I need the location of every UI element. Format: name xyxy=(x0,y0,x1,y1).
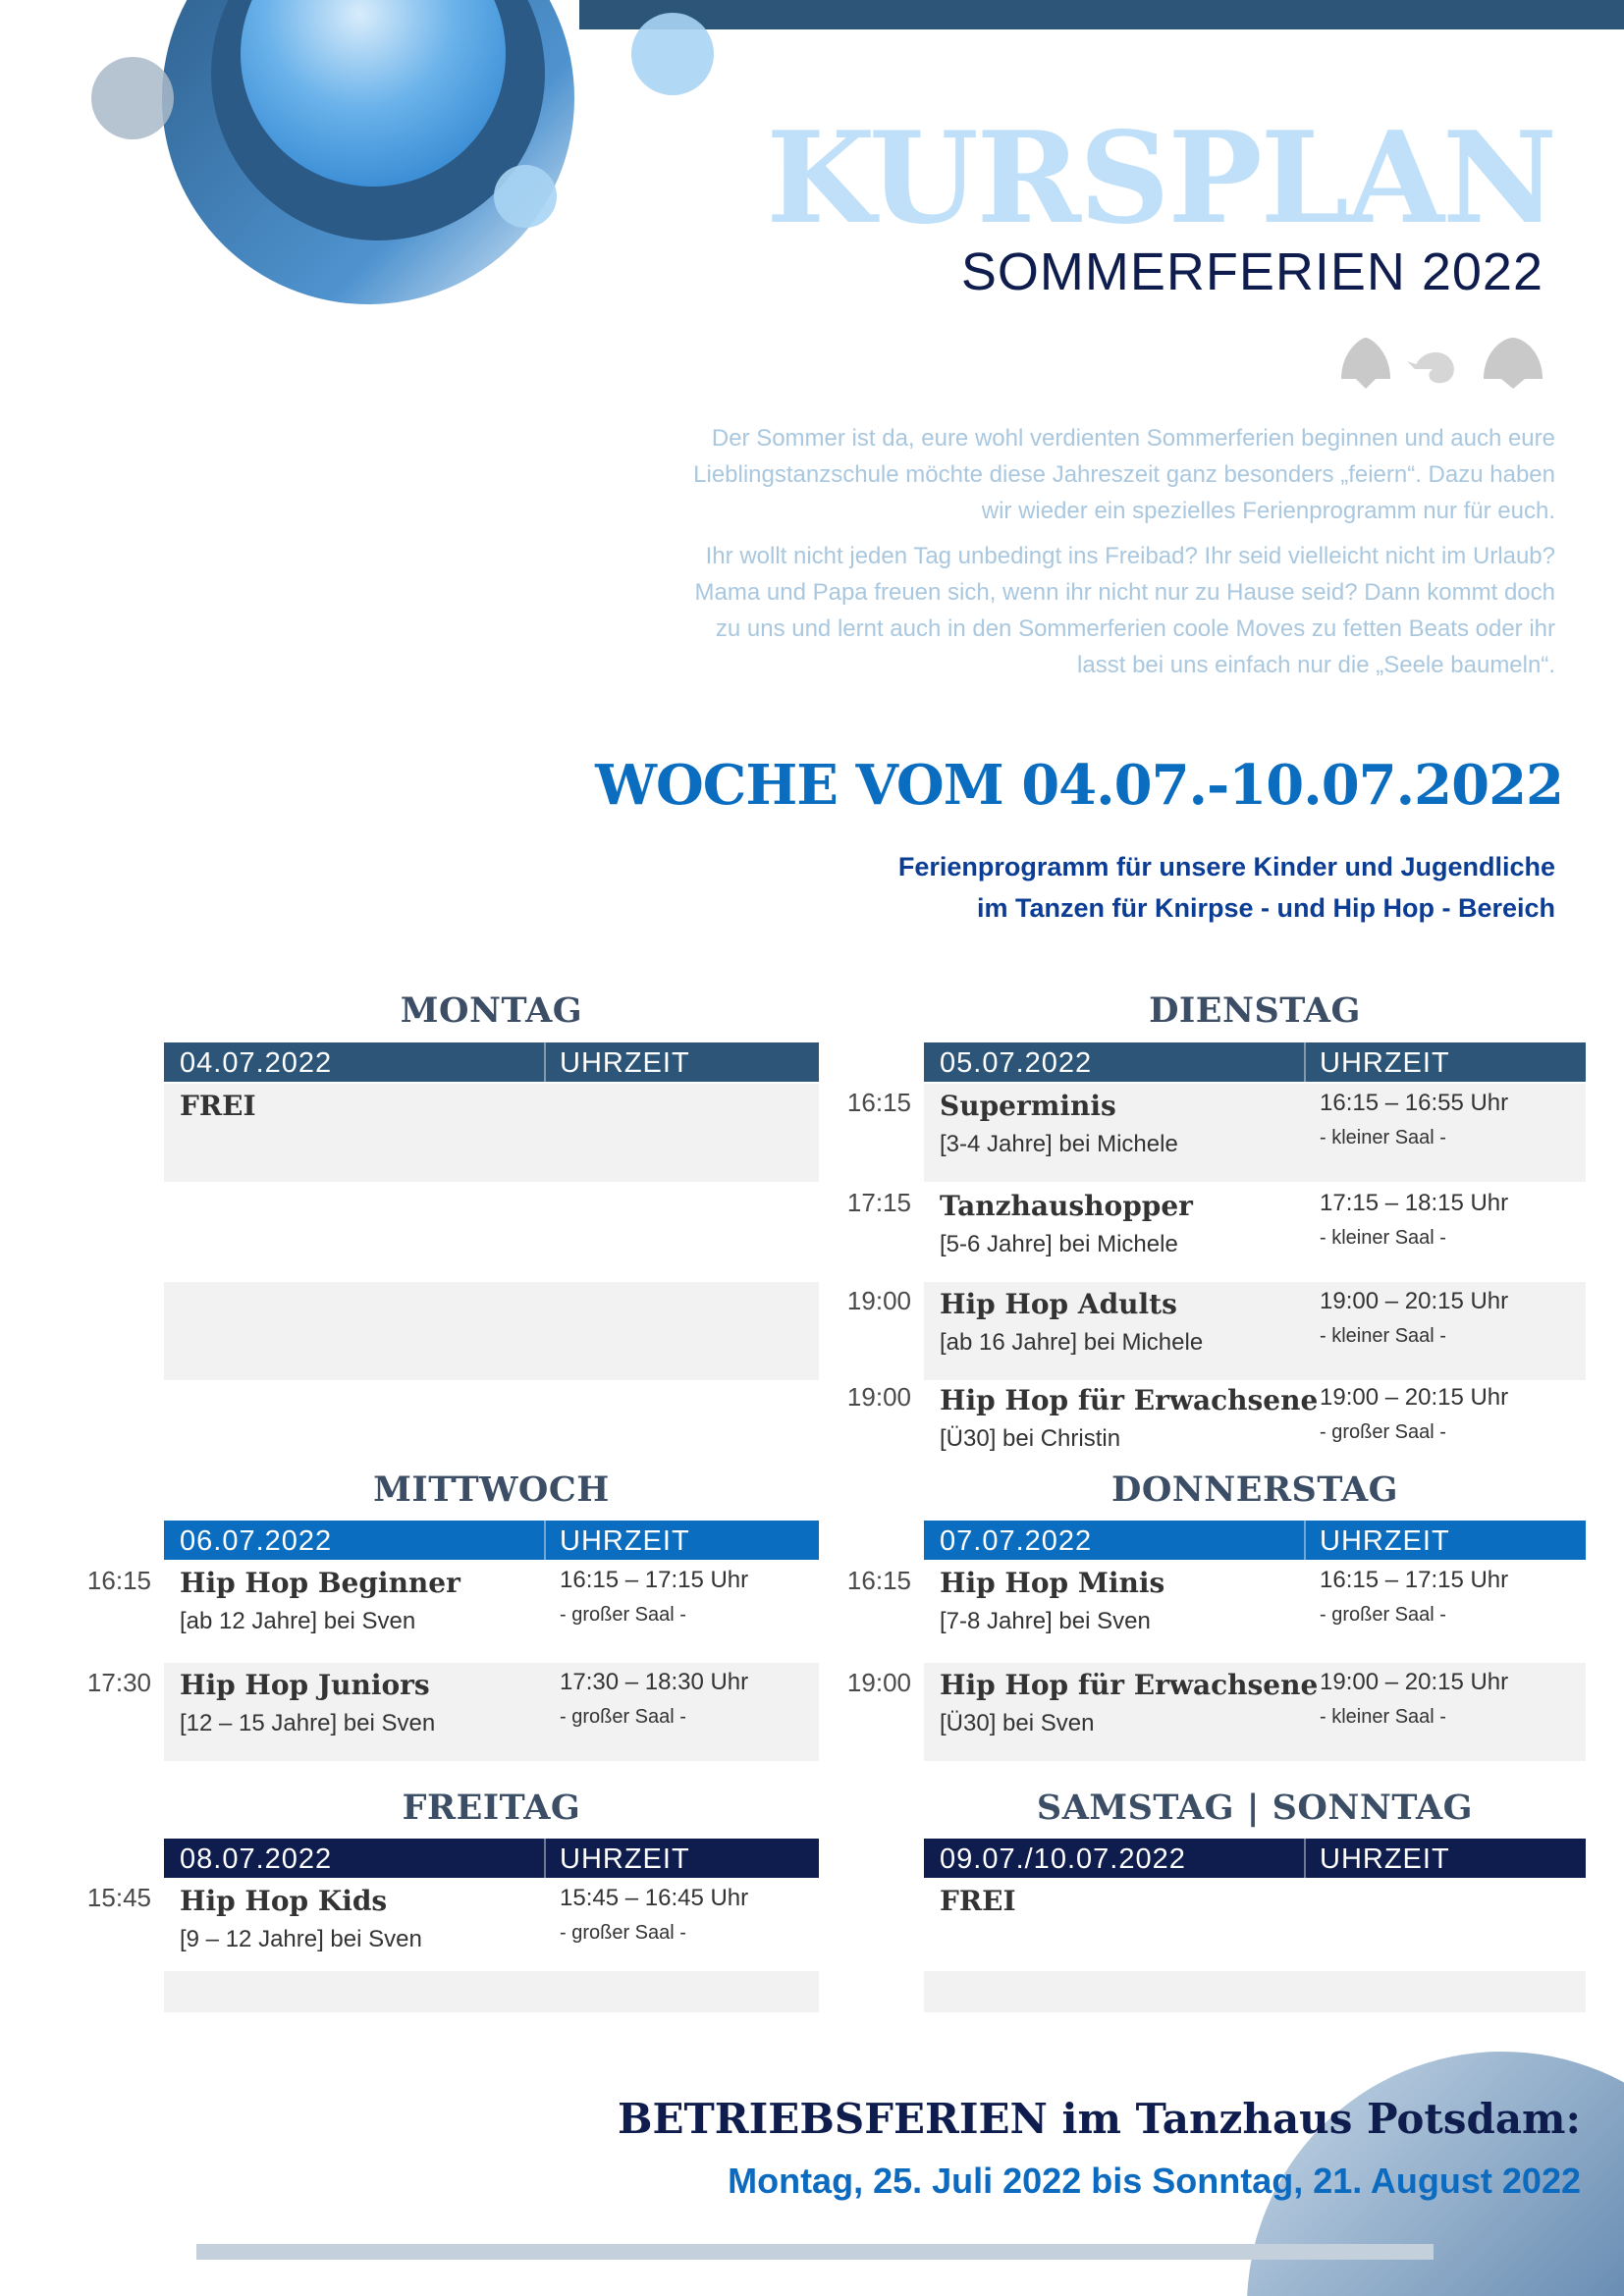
free-label: FREI xyxy=(940,1885,1016,1917)
course-room: - großer Saal - xyxy=(560,1706,686,1728)
course-name: Tanzhaushopper xyxy=(940,1190,1193,1222)
course-info: [ab 16 Jahre] bei Michele xyxy=(940,1329,1204,1356)
course-row xyxy=(924,1663,1586,1761)
course-row xyxy=(924,1378,1586,1476)
time-column-label: UHRZEIT xyxy=(544,1521,690,1560)
course-start-time: 19:00 xyxy=(846,1668,911,1697)
course-start-time: 16:15 xyxy=(846,1566,911,1595)
course-room: - großer Saal - xyxy=(1320,1421,1446,1443)
schedule-row xyxy=(924,1971,1586,2012)
page-title: KURSPLAN xyxy=(766,105,1555,252)
course-row xyxy=(924,1084,1586,1182)
bottom-bar-decoration xyxy=(196,2244,1434,2260)
course-row xyxy=(164,1663,819,1761)
course-start-time: 17:15 xyxy=(846,1188,911,1217)
day-header-mittwoch xyxy=(164,1521,819,1560)
course-info: [12 – 15 Jahre] bei Sven xyxy=(180,1710,436,1736)
day-title-donnerstag: DONNERSTAG xyxy=(1110,1469,1399,1510)
schedule-row xyxy=(164,1282,819,1380)
day-header-dienstag xyxy=(924,1042,1586,1082)
shell-icon xyxy=(1341,338,1390,389)
day-date: 07.07.2022 xyxy=(940,1525,1093,1557)
course-row xyxy=(924,1561,1586,1659)
course-name: Hip Hop für Erwachsene xyxy=(940,1669,1319,1701)
closure-notice-dates: Montag, 25. Juli 2022 bis Sonntag, 21. August 2022 xyxy=(728,2161,1581,2201)
course-start-time: 16:15 xyxy=(846,1088,911,1117)
day-date: 09.07./10.07.2022 xyxy=(940,1843,1186,1875)
course-row xyxy=(164,1879,819,1977)
course-time: 16:15 – 16:55 Uhr xyxy=(1320,1090,1509,1116)
course-row xyxy=(164,1561,819,1659)
course-info: [ab 12 Jahre] bei Sven xyxy=(180,1608,416,1634)
schedule-row xyxy=(924,1879,1586,1977)
watercolor-circle-decoration xyxy=(0,0,746,324)
course-time: 17:15 – 18:15 Uhr xyxy=(1320,1190,1509,1216)
day-title-dienstag: DIENSTAG xyxy=(1149,990,1361,1031)
course-time: 16:15 – 17:15 Uhr xyxy=(560,1567,749,1593)
course-info: [Ü30] bei Sven xyxy=(940,1710,1095,1736)
week-subtitle-line-2: im Tanzen für Knirpse - und Hip Hop - Bereich xyxy=(976,893,1555,923)
course-time: 19:00 – 20:15 Uhr xyxy=(1320,1384,1509,1411)
course-room: - großer Saal - xyxy=(560,1604,686,1626)
time-column-label: UHRZEIT xyxy=(544,1839,690,1878)
day-date: 08.07.2022 xyxy=(180,1843,333,1875)
day-date: 06.07.2022 xyxy=(180,1525,333,1557)
course-row xyxy=(924,1282,1586,1380)
day-header-weekend xyxy=(924,1839,1586,1878)
course-start-time: 17:30 xyxy=(86,1668,151,1697)
course-name: Hip Hop Beginner xyxy=(180,1567,460,1599)
day-header-montag xyxy=(164,1042,819,1082)
closure-notice-title: BETRIEBSFERIEN im Tanzhaus Potsdam: xyxy=(617,2095,1581,2143)
course-room: - kleiner Saal - xyxy=(1320,1227,1446,1249)
schedule-row xyxy=(164,1084,819,1182)
course-row xyxy=(924,1184,1586,1282)
week-subtitle-line-1: Ferienprogramm für unsere Kinder und Jugendliche xyxy=(897,852,1555,881)
course-room: - kleiner Saal - xyxy=(1320,1127,1446,1148)
schedule-row xyxy=(164,1971,819,2012)
snail-shell-icon xyxy=(1407,352,1454,383)
time-column-label: UHRZEIT xyxy=(1304,1042,1450,1082)
course-name: Hip Hop Minis xyxy=(940,1567,1165,1599)
course-info: [5-6 Jahre] bei Michele xyxy=(940,1231,1178,1257)
intro-paragraph-1: Der Sommer ist da, eure wohl verdienten Sommerferien beginnen und auch eure Lieblingstanzschule möchte diese Jahreszeit ganz besonders „feiern“. Dazu haben wir wieder ein spezielles Ferienprogramm nur für euch. xyxy=(693,425,1555,524)
course-name: Hip Hop Kids xyxy=(180,1885,388,1917)
course-name: Superminis xyxy=(940,1090,1116,1122)
course-time: 15:45 – 16:45 Uhr xyxy=(560,1885,749,1911)
course-info: [9 – 12 Jahre] bei Sven xyxy=(180,1926,422,1952)
course-name: Hip Hop Juniors xyxy=(180,1669,430,1701)
free-label: FREI xyxy=(180,1090,256,1122)
course-time: 19:00 – 20:15 Uhr xyxy=(1320,1669,1509,1695)
course-info: [Ü30] bei Christin xyxy=(940,1425,1121,1452)
page-subtitle: SOMMERFERIEN 2022 xyxy=(960,242,1543,301)
course-time: 19:00 – 20:15 Uhr xyxy=(1320,1288,1509,1314)
intro-paragraph-2: Ihr wollt nicht jeden Tag unbedingt ins Freibad? Ihr seid vielleicht nicht im Urlaub? Mama und Papa freuen sich, wenn ihr nicht nur zu Hause seid? Dann kommt doch zu uns und lernt auch in den Sommerferien coole Moves zu fetten Beats oder ihr lasst bei uns einfach nur die „Seele baumeln“. xyxy=(694,543,1555,678)
shell-icons xyxy=(1336,332,1547,391)
course-name: Hip Hop für Erwachsene xyxy=(940,1384,1319,1416)
day-title-mittwoch: MITTWOCH xyxy=(373,1469,610,1510)
course-info: [3-4 Jahre] bei Michele xyxy=(940,1131,1178,1157)
course-start-time: 16:15 xyxy=(86,1566,151,1595)
time-column-label: UHRZEIT xyxy=(544,1042,690,1082)
course-room: - großer Saal - xyxy=(1320,1604,1446,1626)
day-date: 05.07.2022 xyxy=(940,1047,1093,1079)
course-name: Hip Hop Adults xyxy=(940,1288,1177,1320)
course-time: 17:30 – 18:30 Uhr xyxy=(560,1669,749,1695)
course-start-time: 19:00 xyxy=(846,1286,911,1315)
time-column-label: UHRZEIT xyxy=(1304,1521,1450,1560)
day-header-donnerstag xyxy=(924,1521,1586,1560)
course-room: - kleiner Saal - xyxy=(1320,1325,1446,1347)
course-time: 16:15 – 17:15 Uhr xyxy=(1320,1567,1509,1593)
day-header-freitag xyxy=(164,1839,819,1878)
day-date: 04.07.2022 xyxy=(180,1047,333,1079)
course-start-time: 15:45 xyxy=(86,1883,151,1912)
day-title-montag: MONTAG xyxy=(400,990,583,1031)
course-info: [7-8 Jahre] bei Sven xyxy=(940,1608,1151,1634)
course-room: - großer Saal - xyxy=(560,1922,686,1944)
time-column-label: UHRZEIT xyxy=(1304,1839,1450,1878)
day-title-weekend: SAMSTAG | SONNTAG xyxy=(1036,1788,1474,1828)
course-start-time: 19:00 xyxy=(846,1382,911,1412)
week-title: WOCHE VOM 04.07.-10.07.2022 xyxy=(595,753,1563,818)
course-room: - kleiner Saal - xyxy=(1320,1706,1446,1728)
shell-icon xyxy=(1484,338,1543,389)
day-title-freitag: FREITAG xyxy=(402,1788,581,1828)
